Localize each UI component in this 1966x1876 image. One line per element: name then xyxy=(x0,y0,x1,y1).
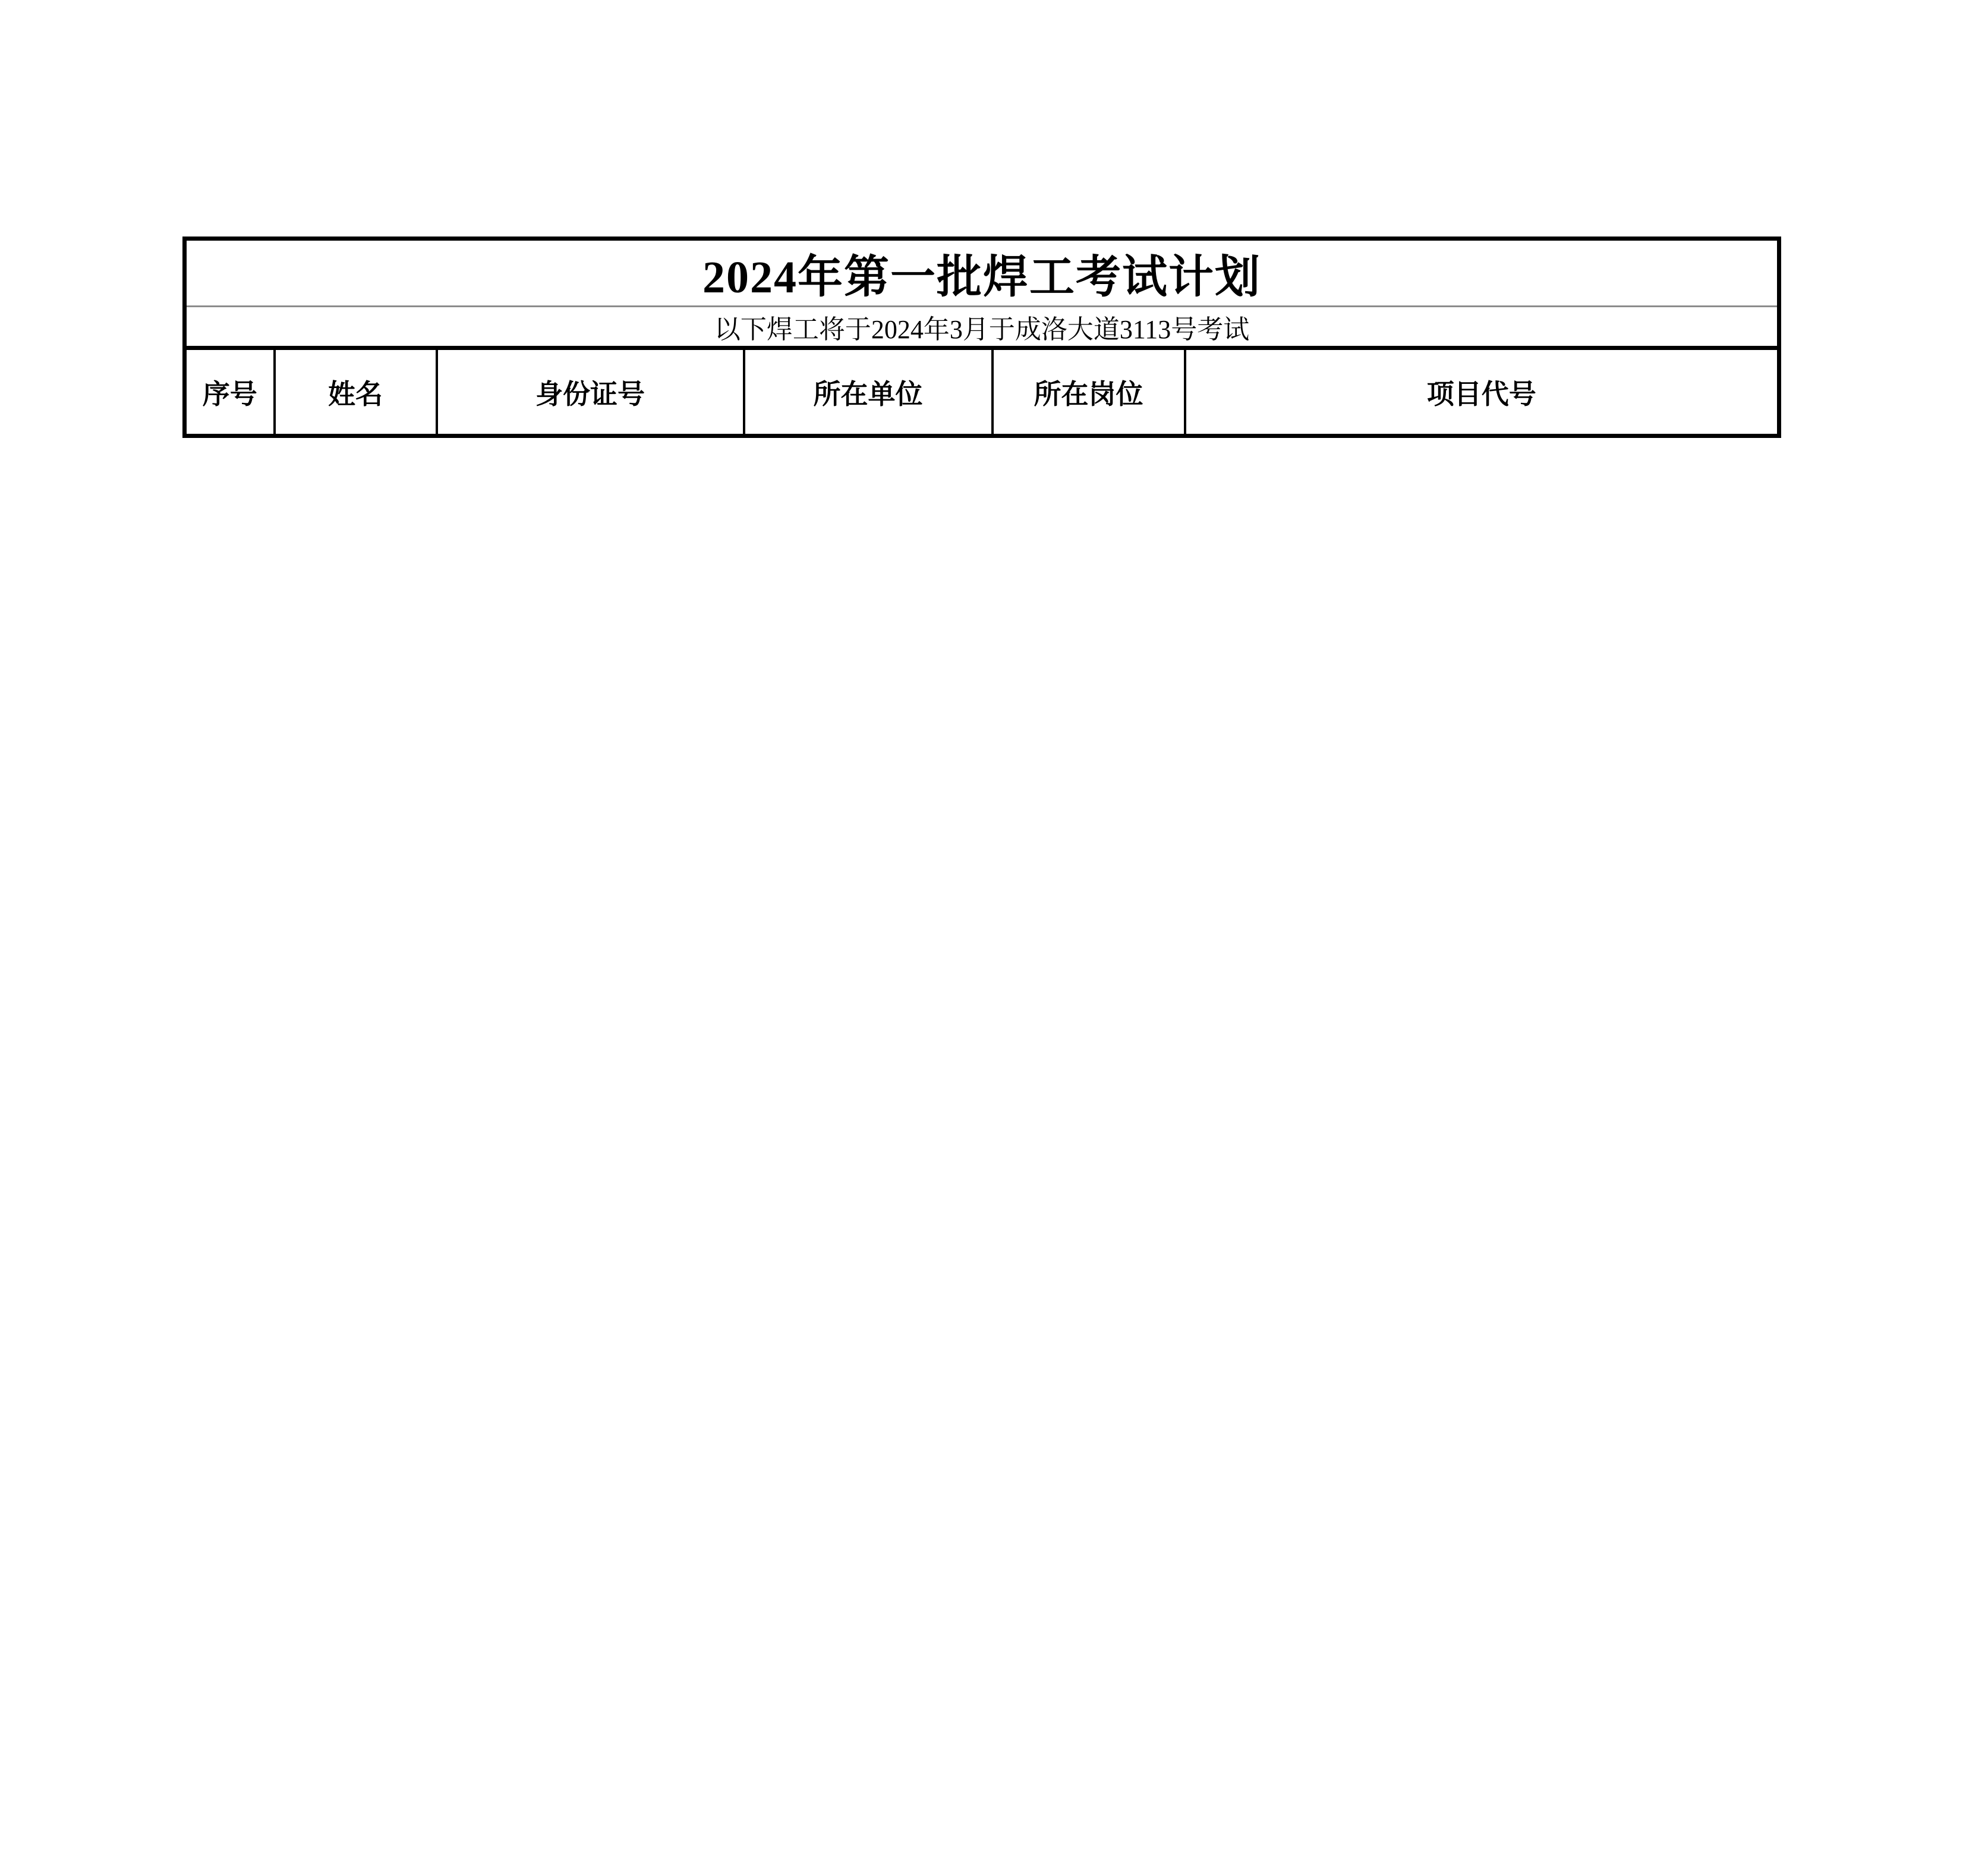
subtitle-row xyxy=(185,307,1779,348)
title-row xyxy=(185,239,1779,307)
page-subtitle: 以下焊工将于2024年3月于成洛大道3113号考试 xyxy=(185,307,1779,348)
page-title: 2024年第一批焊工考试计划 xyxy=(185,239,1779,307)
table-header-row xyxy=(185,348,1779,436)
column-header-name: 姓名 xyxy=(275,348,437,436)
column-header-unit: 所在单位 xyxy=(744,348,993,436)
column-header-no: 序号 xyxy=(185,348,275,436)
column-header-project-code: 项目代号 xyxy=(1185,348,1779,436)
column-header-id: 身份证号 xyxy=(437,348,744,436)
column-header-position: 所在岗位 xyxy=(993,348,1185,436)
welder-exam-plan-table xyxy=(182,237,1781,438)
